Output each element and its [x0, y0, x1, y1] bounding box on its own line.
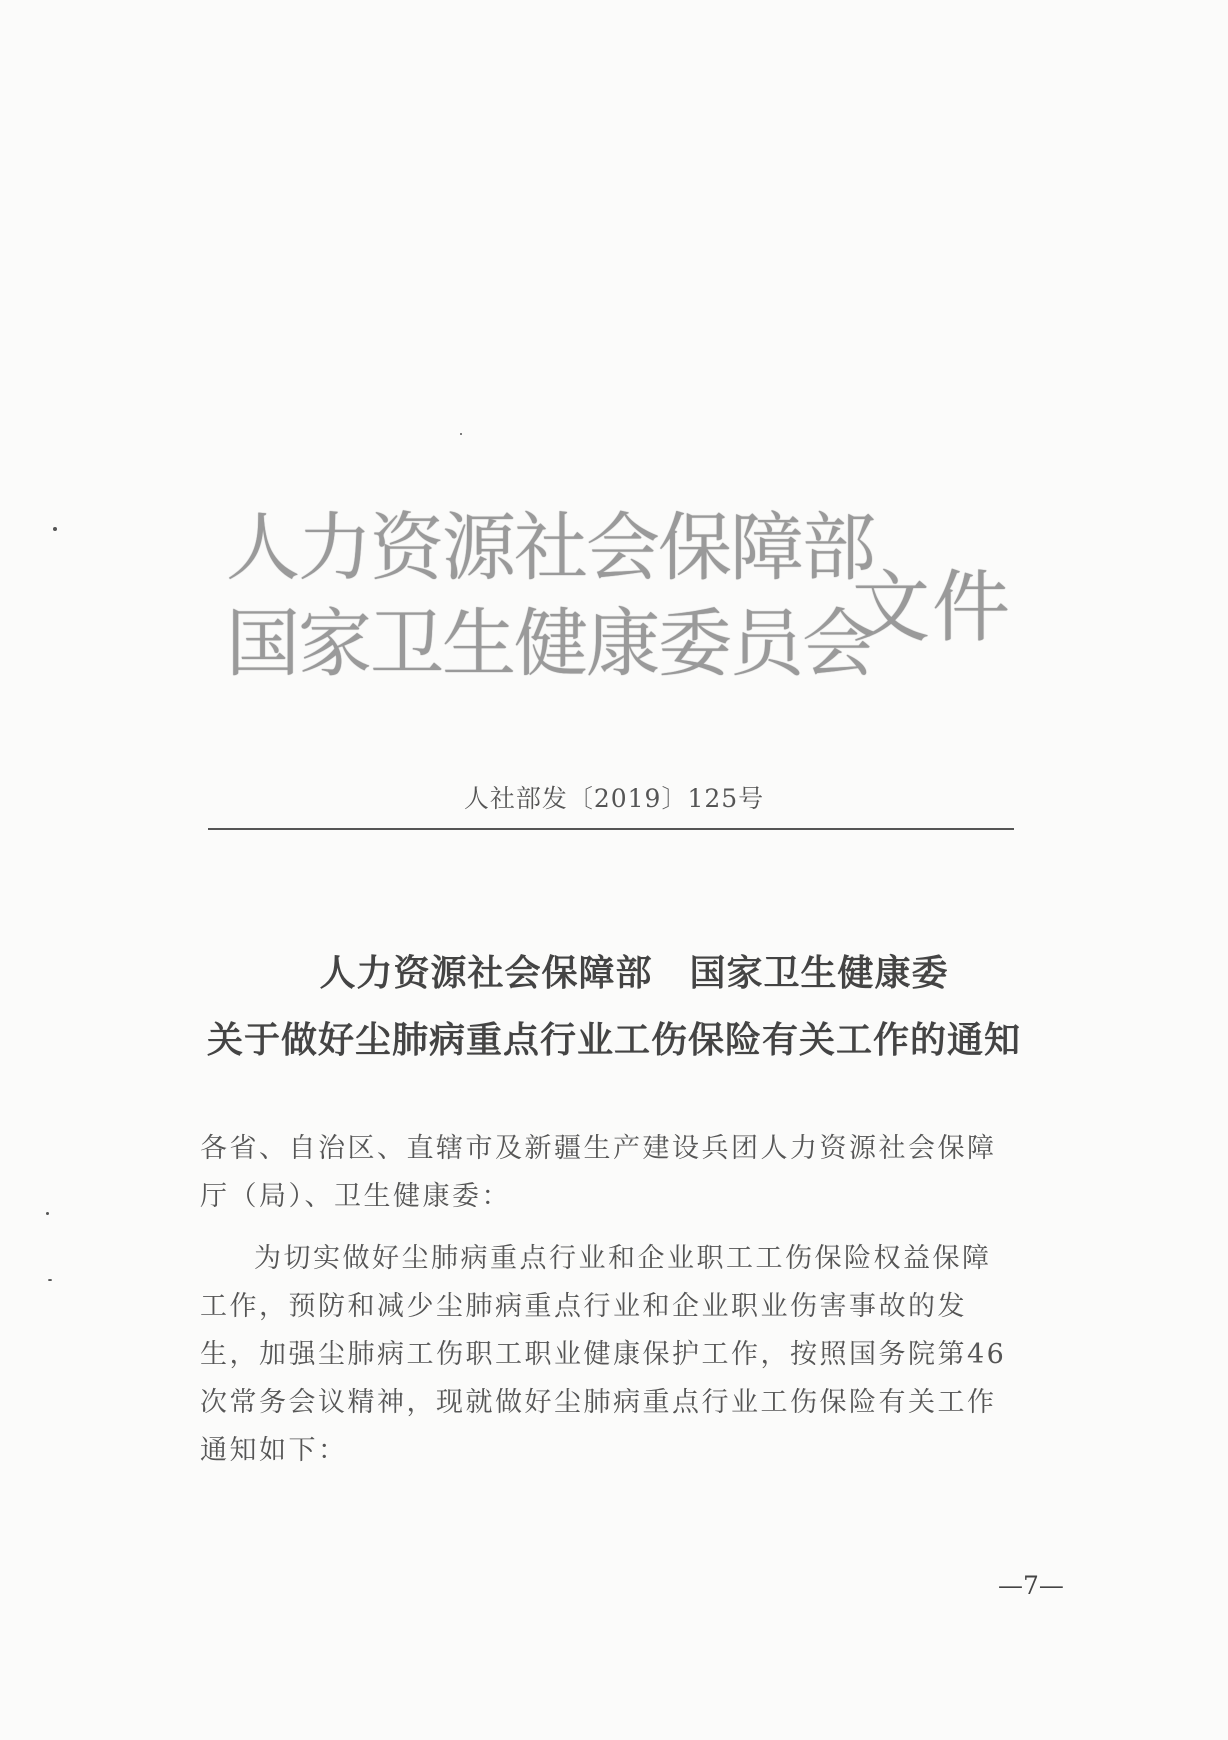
issuer-line-1: 人力资源社会保障部 — [226, 505, 874, 591]
header-rule — [208, 828, 1014, 830]
issuer-line-2: 国家卫生健康委员会 — [226, 601, 874, 687]
document-type: 文件 — [852, 563, 1013, 653]
paragraph-1: 为切实做好尘肺病重点行业和企业职工工伤保险权益保障工作，预防和减少尘肺病重点行业和企业职业伤害事故的发生，加强尘肺病工伤职工职业健康保护工作，按照国务院第46次常务会议精神，现就做好尘肺病重点行业工伤保险有关工作通知如下： — [200, 1243, 1007, 1466]
salutation: 各省、自治区、直辖市及新疆生产建设兵团人力资源社会保障厅（局）、卫生健康委： — [200, 1133, 997, 1212]
scan-speck — [460, 433, 462, 435]
document-number-text: 人社部发〔2019〕125号 — [463, 784, 765, 813]
scan-speck — [48, 1279, 52, 1281]
page-number: —7— — [998, 1571, 1064, 1600]
scan-speck — [46, 1212, 49, 1215]
issuer-block — [226, 500, 874, 692]
scan-speck — [53, 527, 57, 531]
title-line-2: 关于做好尘肺病重点行业工伤保险有关工作的通知 — [206, 1019, 1021, 1061]
title-line-1: 人力资源社会保障部 国家卫生健康委 — [319, 952, 949, 994]
document-number — [0, 779, 1228, 815]
